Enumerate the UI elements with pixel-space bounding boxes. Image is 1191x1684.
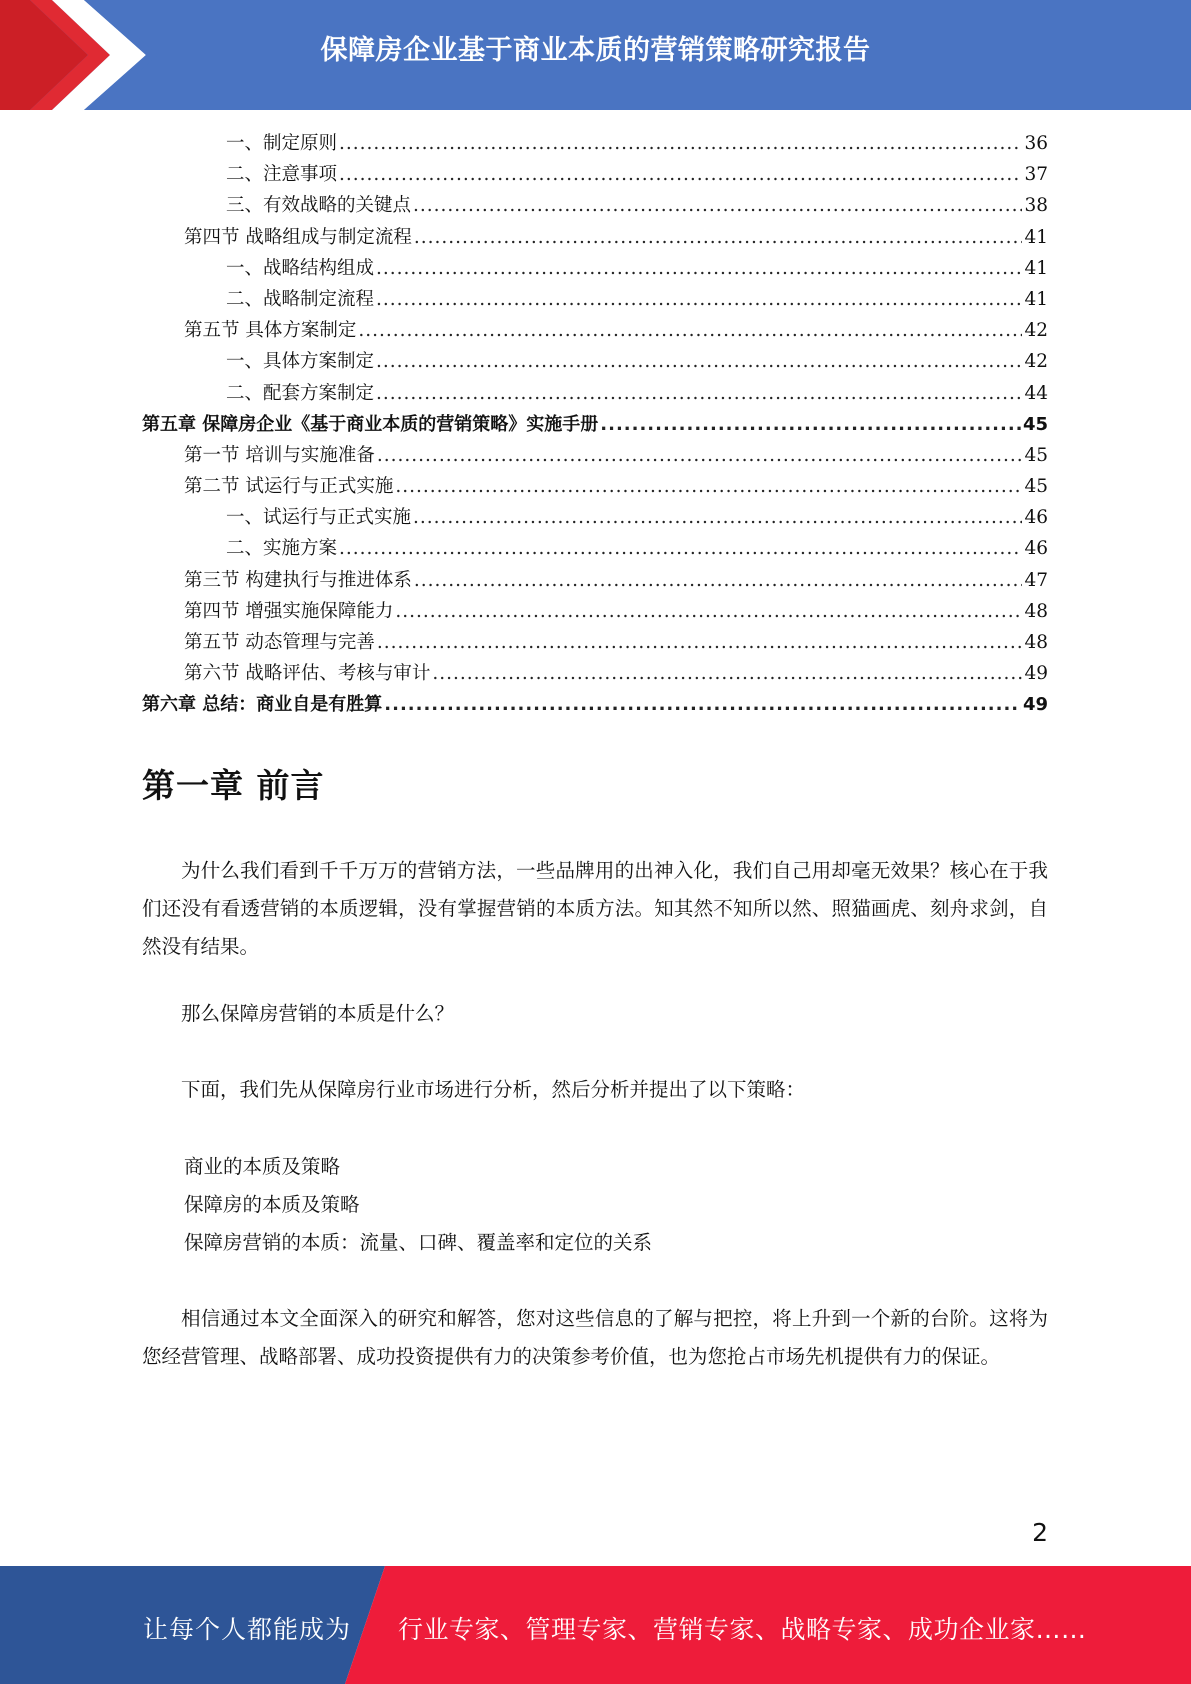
toc-entry-page: 42	[1024, 320, 1048, 342]
page-number: 2	[1032, 1518, 1048, 1547]
toc-entry-page: 49	[1024, 663, 1048, 685]
toc-entry-label: 第四节 增强实施保障能力	[184, 600, 394, 622]
toc-entry-label: 二、注意事项	[226, 164, 338, 186]
toc-dot-leader	[339, 533, 1022, 564]
toc-entry[interactable]	[142, 502, 1048, 533]
toc-entry-label: 第六节 战略评估、考核与审计	[184, 663, 431, 685]
toc-entry-label: 二、配套方案制定	[226, 382, 375, 404]
list-item: 商业的本质及策略	[184, 1155, 341, 1178]
toc-entry[interactable]	[142, 128, 1048, 159]
header-arrow-graphic	[0, 0, 160, 110]
toc-dot-leader	[377, 440, 1023, 471]
toc-entry[interactable]	[142, 315, 1048, 346]
intro-paragraph-2: 那么保障房营销的本质是什么？	[181, 1002, 455, 1025]
list-item: 保障房营销的本质：流量、口碑、覆盖率和定位的关系	[184, 1231, 653, 1254]
toc-entry-page: 41	[1024, 288, 1048, 310]
toc-entry[interactable]	[142, 284, 1048, 315]
toc-entry-page: 48	[1024, 632, 1048, 653]
toc-entry-label: 一、具体方案制定	[226, 351, 375, 373]
toc-entry-page: 46	[1024, 538, 1048, 560]
toc-dot-leader	[414, 222, 1023, 253]
toc-entry[interactable]	[142, 565, 1048, 596]
toc-entry-label: 第五节 动态管理与完善	[184, 632, 375, 653]
toc-entry-label: 二、战略制定流程	[226, 288, 375, 310]
toc-entry[interactable]	[142, 222, 1048, 253]
list-item: 保障房的本质及策略	[184, 1193, 360, 1216]
toc-entry[interactable]	[142, 253, 1048, 284]
footer-slogan-right: 行业专家、管理专家、营销专家、战略专家、成功企业家……	[398, 1615, 1087, 1644]
toc-entry-label: 第四节 战略组成与制定流程	[184, 226, 412, 248]
toc-entry[interactable]	[142, 658, 1048, 689]
intro-paragraph-1: 为什么我们看到千千万万的营销方法，一些品牌用的出神入化，我们自己用却毫无效果？核心在于我们还没有看透营销的本质逻辑，没有掌握营销的本质方法。知其然不知所以然、照猫画虎、刻舟求剑，自然没有结果。	[142, 859, 1048, 958]
toc-dot-leader	[376, 284, 1022, 315]
toc-dot-leader	[339, 128, 1022, 159]
toc-entry-label: 第五章 保障房企业《基于商业本质的营销策略》实施手册	[142, 413, 599, 435]
toc-entry[interactable]	[142, 440, 1048, 471]
toc-entry[interactable]	[142, 409, 1048, 440]
toc-dot-leader	[358, 315, 1022, 346]
toc-dot-leader	[376, 253, 1022, 284]
toc-entry[interactable]	[142, 627, 1048, 658]
toc-dot-leader	[395, 596, 1022, 627]
toc-entry[interactable]	[142, 596, 1048, 627]
toc-entry-page: 41	[1024, 226, 1048, 248]
toc-entry-label: 一、试运行与正式实施	[226, 507, 412, 529]
page-header	[0, 0, 1191, 110]
toc-dot-leader	[414, 565, 1023, 596]
toc-entry-page: 42	[1024, 351, 1048, 373]
toc-dot-leader	[432, 658, 1022, 689]
toc-entry-label: 第六章 总结：商业自是有胜算	[142, 694, 383, 716]
toc-entry-page: 45	[1024, 476, 1048, 498]
toc-dot-leader	[384, 689, 1021, 720]
chapter-title: 第一章 前言	[142, 766, 325, 805]
toc-entry-page: 46	[1024, 507, 1048, 529]
table-of-contents	[142, 128, 1048, 721]
toc-entry-page: 36	[1024, 133, 1048, 154]
toc-dot-leader	[376, 346, 1022, 377]
toc-entry-page: 48	[1024, 600, 1048, 622]
toc-entry-page: 49	[1022, 694, 1048, 716]
toc-entry[interactable]	[142, 533, 1048, 564]
toc-entry-label: 三、有效战略的关键点	[226, 195, 412, 217]
toc-entry-page: 44	[1024, 382, 1048, 404]
toc-entry-label: 一、战略结构组成	[226, 257, 375, 279]
page-footer	[0, 1566, 1191, 1684]
intro-paragraph-4: 相信通过本文全面深入的研究和解答，您对这些信息的了解与把控，将上升到一个新的台阶。这将为您经营管理、战略部署、成功投资提供有力的决策参考价值，也为您抢占市场先机提供有力的保证。	[142, 1307, 1048, 1368]
toc-dot-leader	[413, 502, 1022, 533]
toc-dot-leader	[600, 409, 1021, 440]
toc-entry-page: 37	[1024, 164, 1048, 186]
footer-slogan-left: 让每个人都能成为	[143, 1615, 352, 1644]
toc-entry-label: 第二节 试运行与正式实施	[184, 476, 394, 498]
toc-entry-page: 45	[1024, 444, 1048, 466]
intro-paragraph-3: 下面，我们先从保障房行业市场进行分析，然后分析并提出了以下策略：	[181, 1078, 806, 1101]
toc-entry[interactable]	[142, 378, 1048, 409]
toc-entry-page: 41	[1024, 257, 1048, 279]
toc-entry[interactable]	[142, 190, 1048, 221]
toc-entry-page: 47	[1024, 569, 1048, 591]
report-title: 保障房企业基于商业本质的营销策略研究报告	[320, 35, 871, 66]
toc-entry[interactable]	[142, 471, 1048, 502]
toc-entry-page: 38	[1024, 195, 1048, 217]
toc-dot-leader	[339, 159, 1022, 190]
toc-entry-label: 一、制定原则	[226, 133, 338, 154]
toc-entry[interactable]	[142, 159, 1048, 190]
toc-dot-leader	[376, 378, 1022, 409]
toc-entry-label: 第五节 具体方案制定	[184, 320, 357, 342]
toc-dot-leader	[413, 190, 1022, 221]
toc-entry[interactable]	[142, 689, 1048, 720]
toc-entry-label: 第一节 培训与实施准备	[184, 444, 375, 466]
toc-entry-label: 第三节 构建执行与推进体系	[184, 569, 412, 591]
strategy-list	[142, 1148, 1090, 1262]
toc-entry-label: 二、实施方案	[226, 538, 338, 560]
toc-dot-leader	[395, 471, 1022, 502]
toc-entry-page: 45	[1022, 413, 1048, 435]
toc-dot-leader	[377, 627, 1023, 658]
toc-entry[interactable]	[142, 346, 1048, 377]
